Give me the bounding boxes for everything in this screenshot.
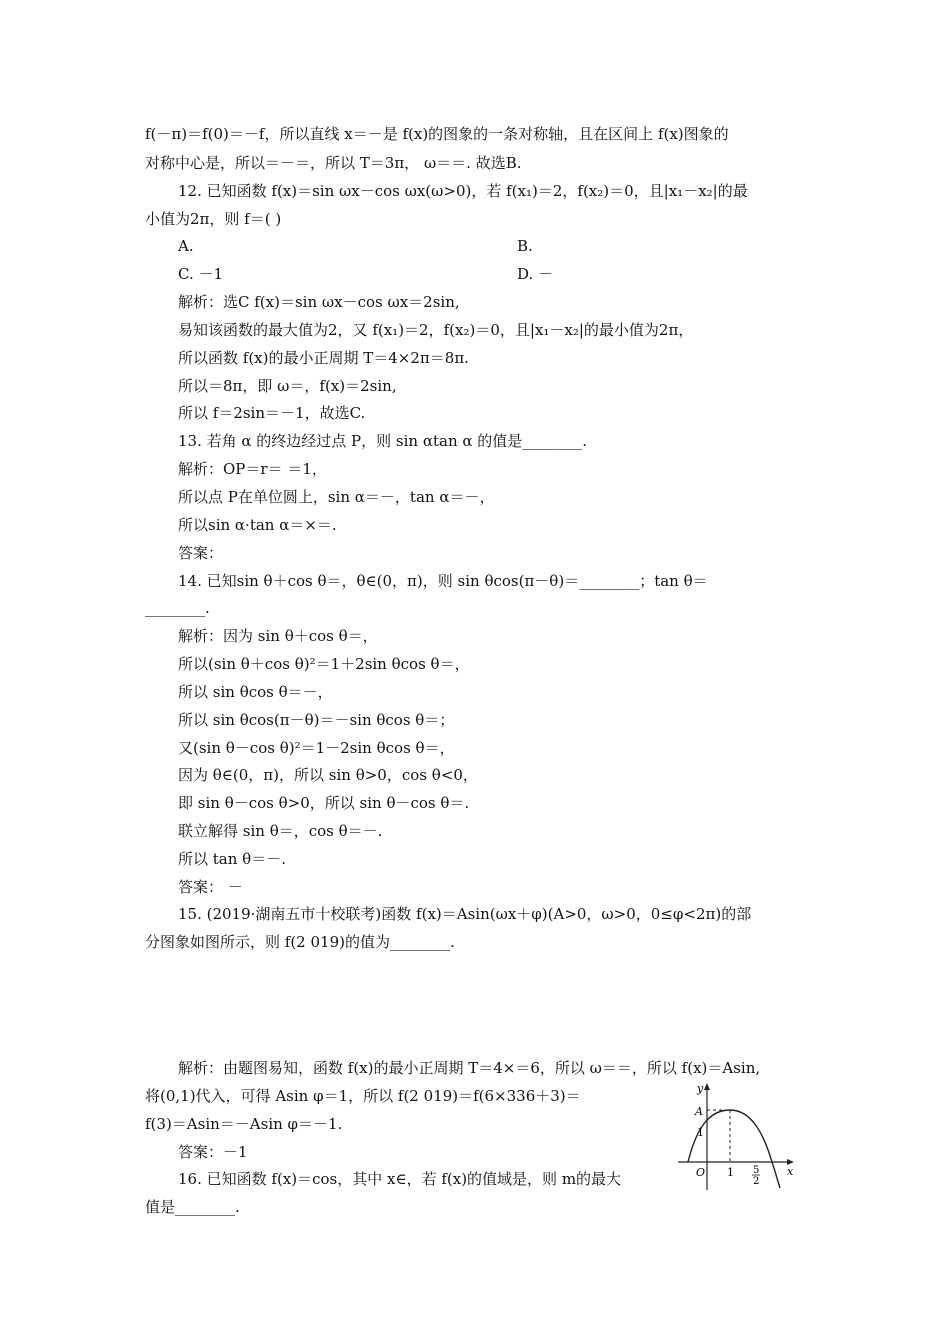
text-line: 所以 f＝2sin＝－1，故选C. [178, 404, 366, 422]
text-line: 又(sin θ－cos θ)²＝1－2sin θcos θ＝， [178, 739, 455, 757]
text-line: 联立解得 sin θ＝，cos θ＝－. [178, 822, 383, 840]
fraction-denominator: 2 [753, 1176, 760, 1187]
text-line: 所以(sin θ＋cos θ)²＝1＋2sin θcos θ＝， [178, 655, 470, 673]
text-line: 所以 sin θcos θ＝－， [178, 683, 333, 701]
text-line: f(3)＝Asin＝－Asin φ＝－1. [145, 1115, 343, 1133]
text-line: 16. 已知函数 f(x)＝cos，其中 x∈，若 f(x)的值域是，则 m的最大 [178, 1170, 622, 1188]
text-line: 所以 sin θcos(π－θ)＝－sin θcos θ＝； [178, 711, 455, 729]
text-line: 13. 若角 α 的终边经过点 P，则 sin αtan α 的值是________. [178, 432, 588, 450]
text-line: 所以＝8π，即 ω＝，f(x)＝2sin, [178, 377, 397, 395]
text-line: 14. 已知sin θ＋cos θ＝，θ∈(0，π)，则 sin θcos(π－θ)＝________；tan θ＝ [178, 572, 708, 590]
text-line: 解析：因为 sin θ＋cos θ＝， [178, 627, 378, 645]
text-line: 所以点 P在单位圆上，sin α＝－，tan α＝－， [178, 488, 495, 506]
text-line: 答案： － [178, 878, 243, 896]
text-line: 15. (2019·湖南五市十校联考)函数 f(x)＝Asin(ωx＋φ)(A>0，ω>0，0≤φ<2π)的部 [178, 905, 752, 923]
text-line: f(－π)＝f(0)＝－f，所以直线 x＝－是 f(x)的图象的一条对称轴，且在区间上 f(x)图象的 [145, 125, 729, 143]
function-graph [668, 1080, 798, 1195]
text-line: 小值为2π，则 f＝( ) [145, 210, 282, 228]
x-one-label: 1 [727, 1166, 734, 1179]
text-line: 易知该函数的最大值为2，又 f(x₁)＝2，f(x₂)＝0，且|x₁－x₂|的最小值为2π， [178, 321, 694, 339]
text-line: 将(0,1)代入，可得 Asin φ＝1，所以 f(2 019)＝f(6×336＋3)＝ [145, 1087, 581, 1105]
text-line: 答案： [178, 544, 224, 562]
text-line: A. [178, 237, 194, 255]
text-line: 解析：由题图易知，函数 f(x)的最小正周期 T＝4×＝6，所以 ω＝＝，所以 f(x)＝Asin, [178, 1059, 761, 1077]
text-line: 值是________. [145, 1198, 240, 1216]
text-line: 所以 tan θ＝－. [178, 850, 286, 868]
text-line: C. －1 [178, 265, 224, 283]
y-one-label: 1 [697, 1126, 704, 1139]
fraction-numerator: 5 [753, 1165, 760, 1176]
text-line: 答案：－1 [178, 1143, 248, 1161]
text-line: B. [517, 237, 533, 255]
text-line: 分图象如图所示，则 f(2 019)的值为________. [145, 933, 455, 951]
text-line: 所以函数 f(x)的最小正周期 T＝4×2π＝8π. [178, 349, 469, 367]
text-line: 所以sin α·tan α＝×＝. [178, 516, 337, 534]
y-axis-label: y [697, 1082, 704, 1095]
text-line: 解析：OP＝r＝ ＝1， [178, 460, 327, 478]
text-line: 12. 已知函数 f(x)＝sin ωx－cos ωx(ω>0)，若 f(x₁)＝2，f(x₂)＝0，且|x₁－x₂|的最 [178, 182, 748, 200]
amplitude-label: A [695, 1105, 703, 1118]
text-line: D. － [517, 265, 554, 283]
x-axis-label: x [787, 1165, 794, 1178]
text-line: 因为 θ∈(0，π)，所以 sin θ>0，cos θ<0， [178, 766, 478, 784]
text-line: 对称中心是，所以＝－＝，所以 T＝3π， ω＝＝. 故选B. [145, 154, 522, 172]
origin-label: O [696, 1166, 706, 1179]
text-line: 即 sin θ－cos θ>0，所以 sin θ－cos θ＝. [178, 794, 470, 812]
y-axis-arrow [704, 1083, 710, 1090]
text-line: 解析：选C f(x)＝sin ωx－cos ωx＝2sin, [178, 293, 460, 311]
text-line: ________. [145, 599, 210, 617]
